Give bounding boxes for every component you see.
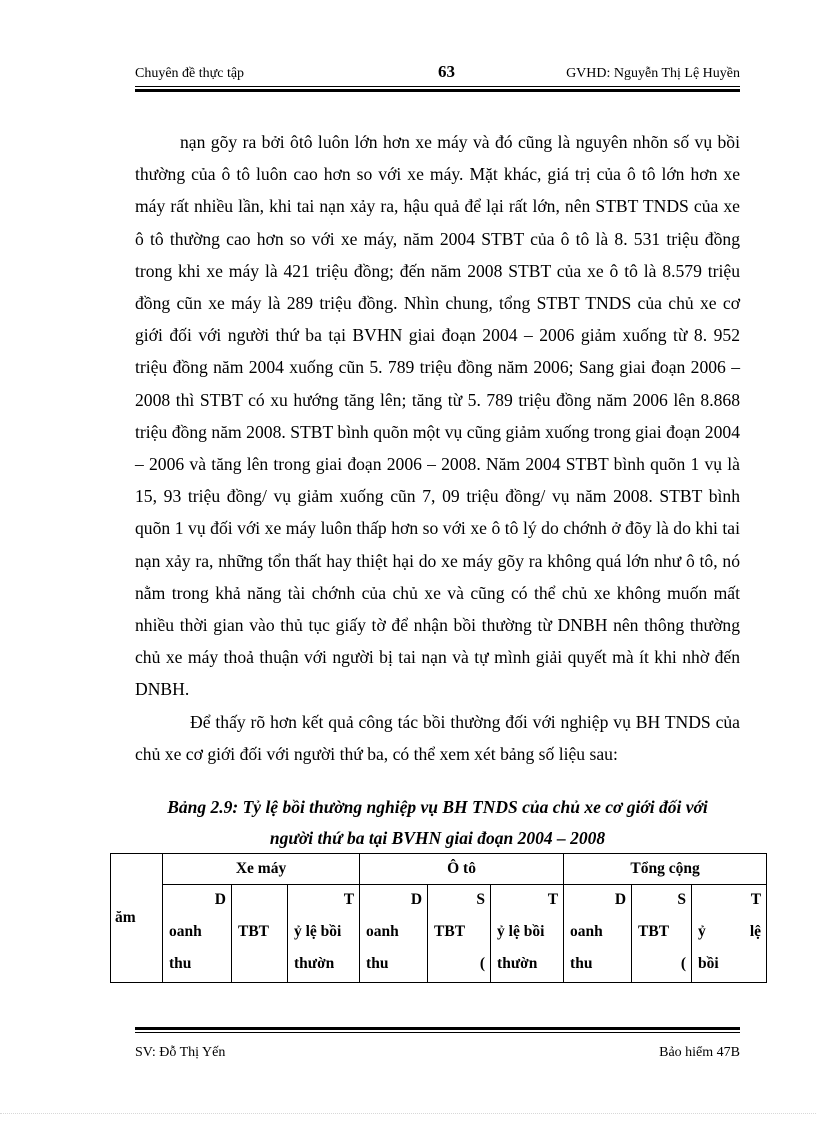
footer-student: SV: Đỗ Thị Yến: [135, 1045, 226, 1060]
header-stbt: S TBT (: [428, 885, 491, 983]
header-doanh-thu: D oanh thu: [564, 885, 632, 983]
group-xe-may: Xe máy: [163, 854, 360, 885]
caption-line-1: Bảng 2.9: Tỷ lệ bồi thường nghiệp vụ BH TNDS của chủ xe cơ giới đối với: [167, 797, 708, 817]
header-doanh-thu: D oanh thu: [360, 885, 428, 983]
header-doanh-thu: D oanh thu: [163, 885, 232, 983]
footer-rule-thick: [135, 1027, 740, 1030]
header-stbt: TBT: [232, 885, 288, 983]
header-ty-le: T ỷ lệ bồi thườn: [288, 885, 360, 983]
table-caption: [110, 792, 765, 854]
footer-class: Bảo hiểm 47B: [659, 1045, 740, 1060]
year-header: ăm: [111, 854, 163, 983]
page-number: 63: [438, 62, 455, 81]
header-supervisor: GVHD: Nguyễn Thị Lệ Huyền: [566, 66, 740, 81]
header-rule-thin: [135, 86, 740, 87]
paragraph-1: nạn gõy ra bởi ôtô luôn lớn hơn xe máy và đó cũng là nguyên nhõn số vụ bồi thường của ô tô luôn cao hơn so với xe máy. Mặt khác, giá trị của ô tô lớn hơn xe máy rất nhiều lần, khi tai nạn xảy ra, hậu quả để lại rất lớn, nên STBT TNDS của xe ô tô thường cao hơn so với xe máy, năm 2004 STBT của ô tô là 8. 531 triệu đồng trong khi xe máy là 421 triệu đồng; đến năm 2008 STBT của xe ô tô là 8.579 triệu đồng cũn xe máy là 289 triệu đồng. Nhìn chung, tổng STBT TNDS của chủ xe cơ giới đối với người thứ ba tại BVHN giai đoạn 2004 – 2006 giảm xuống từ 8. 952 triệu đồng năm 2004 xuống cũn 5. 789 triệu đồng năm 2006; Sang giai đoạn 2006 – 2008 thì STBT có xu hướng tăng lên; tăng từ 5. 789 triệu đồng năm 2006 lên 8.868 triệu đồng năm 2008. STBT bình quõn một vụ cũng giảm xuống trong giai đoạn 2004 – 2006 và tăng lên trong giai đoạn 2006 – 2008. Năm 2004 STBT bình quõn 1 vụ là 15, 93 triệu đồng/ vụ giảm xuống cũn 7, 09 triệu đồng/ vụ năm 2008. STBT bình quõn 1 vụ đối với xe máy luôn thấp hơn so với xe ô tô lý do chớnh ở đõy là do khi tai nạn xảy ra, những tổn thất hay thiệt hại do xe máy gõy ra không quá lớn như ô tô, nó nằm trong khả năng tài chớnh của chủ xe và cũng có thể chủ xe không muốn mất nhiều thời gian vào thủ tục giấy tờ để nhận bồi thường từ DNBH nên thông thường chủ xe máy thoả thuận với người bị tai nạn và tự mình giải quyết mà ít khi nhờ đến DNBH.: [135, 132, 740, 700]
header-rule-thick: [135, 89, 740, 92]
page-edge-dotted-line: [0, 1113, 816, 1114]
group-o-to: Ô tô: [360, 854, 564, 885]
page-header: [135, 62, 740, 86]
footer-rule-thin: [135, 1032, 740, 1033]
paragraph-2: Để thấy rõ hơn kết quả công tác bồi thường đối với nghiệp vụ BH TNDS của chủ xe cơ giới đối với người thứ ba, có thể xem xét bảng số liệu sau:: [135, 711, 740, 764]
header-ty-le-total: T ỷ lệ bồi: [692, 885, 767, 983]
header-course: Chuyên đề thực tập: [135, 66, 245, 81]
body-text: [135, 126, 740, 770]
header-stbt: S TBT (: [632, 885, 692, 983]
caption-line-2: người thứ ba tại BVHN giai đoạn 2004 – 2008: [269, 828, 606, 848]
header-ty-le: T ỷ lệ bồi thườn: [491, 885, 564, 983]
group-tong-cong: Tổng cộng: [564, 854, 767, 885]
compensation-table: [110, 853, 767, 983]
